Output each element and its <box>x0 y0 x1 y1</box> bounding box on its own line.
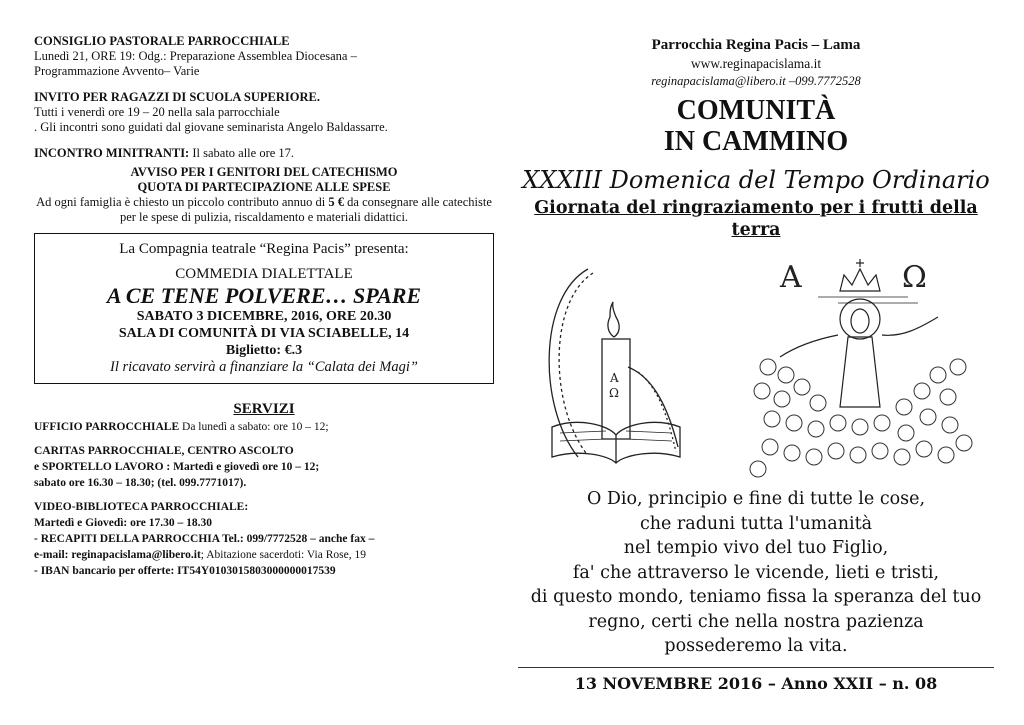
crown-icon <box>840 269 880 291</box>
parish-contact: reginapacislama@libero.it –099.7772528 <box>651 74 861 88</box>
contacts-address: ; Abitazione sacerdoti: Via Rose, 19 <box>200 549 366 561</box>
cloth-fold <box>628 367 678 447</box>
invite-title: INVITO PER RAGAZZI DI SCUOLA SUPERIORE. <box>34 90 320 104</box>
iban-line: - IBAN bancario per offerte: IT54Y0103015803000000017539 <box>34 565 336 577</box>
theatre-presents: La Compagnia teatrale “Regina Pacis” presenta: <box>119 241 409 257</box>
altar-servers-text: Il sabato alle ore 17. <box>189 146 295 160</box>
catechism-notice <box>34 165 494 225</box>
council-line-1: Lunedì 21, ORE 19: Odg.: Preparazione Assemblea Diocesana – <box>34 49 357 63</box>
thanksgiving-day-title: Giornata del ringraziamento per i frutti della terra <box>534 198 978 240</box>
council-line-2: Programmazione Avvento– Varie <box>34 64 200 78</box>
contacts-line-2 <box>34 547 494 563</box>
theatre-note: Il ricavato servirà a finanziare la “Calata dei Magi” <box>110 359 418 375</box>
prayer-line: che raduni tutta l'umanità <box>639 513 873 534</box>
left-column <box>34 34 494 579</box>
christ-face <box>851 309 869 333</box>
prayer-line: fa' che attraverso le vicende, lieti e tristi, <box>572 562 940 583</box>
christ-crowd-drawing <box>750 259 972 477</box>
candle-book-illustration <box>518 257 994 487</box>
prayer-line: O Dio, principio e fine di tutte le cose, <box>586 489 926 509</box>
catechism-text-b: da consegnare alle catechiste per le spese di pulizia, riscaldamento e materiali didattici. <box>119 195 492 224</box>
right-column <box>518 36 994 696</box>
arc-stroke <box>549 269 588 457</box>
caritas-info <box>34 443 494 491</box>
prayer-line: regno, certi che nella nostra pazienza <box>588 611 924 632</box>
christ-robe <box>840 337 880 407</box>
candle-omega-icon: Ω <box>609 386 619 400</box>
arc-dashes <box>559 273 593 453</box>
catechism-title-2: QUOTA DI PARTECIPAZIONE ALLE SPESE <box>137 180 391 194</box>
catechism-text <box>34 195 494 225</box>
catechism-title-1: AVVISO PER I GENITORI DEL CATECHISMO <box>130 165 398 179</box>
caritas-line-1: CARITAS PARROCCHIALE, CENTRO ASCOLTO <box>34 445 294 457</box>
headline-line-1: COMUNITÀ <box>676 95 836 126</box>
alpha-letter: Α <box>780 260 802 295</box>
contacts-line-1: - RECAPITI DELLA PARROCCHIA Tel.: 099/7772528 – anche fax – <box>34 533 375 545</box>
council-title: CONSIGLIO PASTORALE PARROCCHIALE <box>34 34 290 48</box>
parish-name: Parrocchia Regina Pacis – Lama <box>651 37 861 53</box>
candle-drawing <box>549 269 680 463</box>
omega-letter: Ω <box>902 260 927 295</box>
theatre-date: SABATO 3 DICEMBRE, 2016, ORE 20.30 <box>136 309 392 324</box>
invite-line-2: . Gli incontri sono guidati dal giovane seminarista Angelo Baldassarre. <box>34 120 388 134</box>
prayer-line: di questo mondo, teniamo fissa la speranza del tuo <box>530 587 982 607</box>
theatre-genre: COMMEDIA DIALETTALE <box>175 266 353 282</box>
parish-website: www.reginapacislama.it <box>690 56 822 71</box>
prayer-line: nel tempio vivo del tuo Figlio, <box>623 538 889 558</box>
parish-office-label: UFFICIO PARROCCHIALE <box>34 421 180 433</box>
theatre-venue: SALA DI COMUNITÀ DI VIA SCIABELLE, 14 <box>118 326 410 341</box>
sunday-title: XXXIII Domenica del Tempo Ordinario <box>522 166 990 194</box>
candle-alpha-icon: A <box>610 371 619 385</box>
services-section <box>34 402 494 579</box>
parish-office <box>34 419 494 435</box>
theatre-ticket: Biglietto: €.3 <box>225 343 303 358</box>
flame-icon <box>608 302 619 337</box>
altar-servers-notice <box>34 146 494 161</box>
headline-line-2: IN CAMMINO <box>663 126 849 157</box>
caritas-line-3: sabato ore 16.30 – 18.30; (tel. 099.7771017). <box>34 477 247 489</box>
parish-office-hours: Da lunedì a sabato: ore 10 – 12; <box>179 421 329 433</box>
footer-divider <box>518 667 994 668</box>
caritas-line-2: e SPORTELLO LAVORO : Martedì e giovedì ore 10 – 12; <box>34 461 320 473</box>
contacts-email: e-mail: reginapacislama@libero.it <box>34 549 201 561</box>
services-title: SERVIZI <box>233 401 295 417</box>
catechism-text-a: Ad ogni famiglia è chiesto un piccolo contributo annuo di <box>36 195 329 209</box>
issue-footer: 13 NOVEMBRE 2016 – Anno XXII – n. 08 <box>574 673 938 693</box>
invite-notice <box>34 90 494 135</box>
council-notice <box>34 34 494 79</box>
video-library-info <box>34 499 494 579</box>
invite-line-1: Tutti i venerdì ore 19 – 20 nella sala parrocchiale <box>34 105 280 119</box>
crowd-heads <box>750 359 972 477</box>
altar-servers-label: INCONTRO MINITRANTI: <box>34 146 190 160</box>
theatre-announcement-box <box>34 233 494 384</box>
theatre-play-title: A CE TENE POLVERE… SPARE <box>106 283 422 308</box>
video-line-1: VIDEO-BIBLIOTECA PARROCCHIALE: <box>34 501 249 513</box>
catechism-amount: 5 € <box>328 195 345 209</box>
prayer-line: possederemo la vita. <box>664 636 848 656</box>
illustration <box>518 257 994 487</box>
light-rays <box>818 297 918 303</box>
video-line-2: Martedì e Giovedì: ore 17.30 – 18.30 <box>34 517 213 529</box>
collect-prayer <box>518 487 994 659</box>
